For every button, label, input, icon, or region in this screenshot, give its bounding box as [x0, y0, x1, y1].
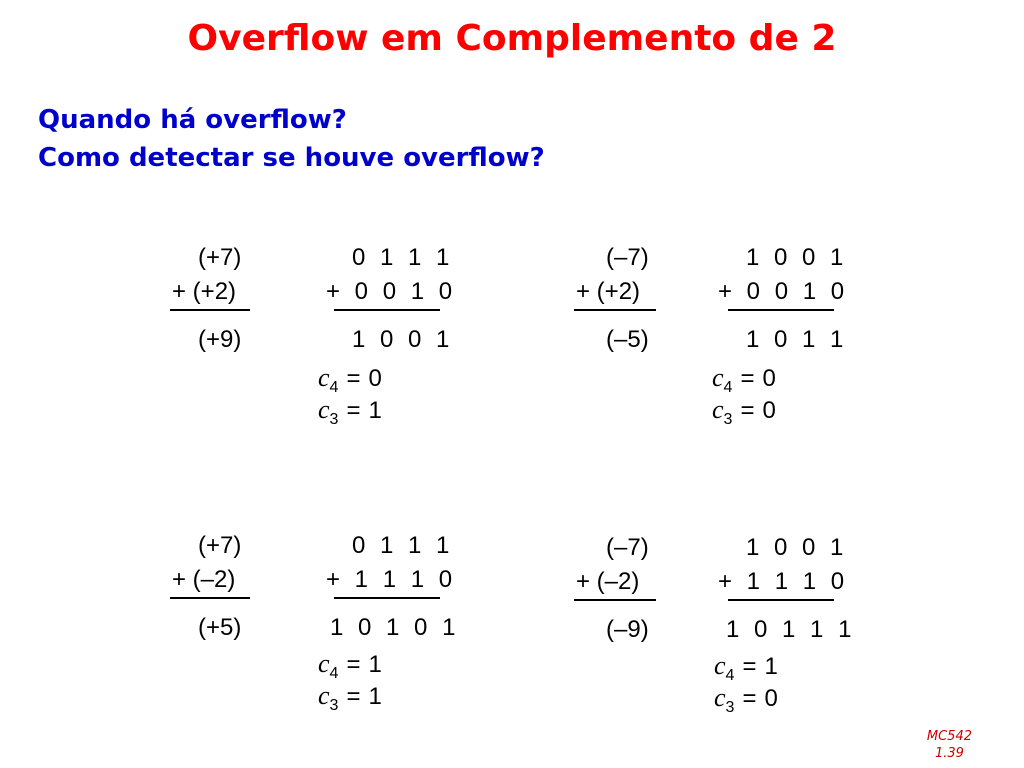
decimal-operand-2: + (+2) [172, 278, 237, 305]
carry-c4: $c_4 = 1$ [714, 651, 778, 684]
course-code: MC542 [926, 729, 972, 744]
decimal-operand-1: (+7) [198, 244, 242, 271]
sum-line [170, 597, 250, 599]
carry-c3: $c_3 = 0$ [714, 683, 778, 716]
slide-title: Overflow em Complemento de 2 [187, 18, 837, 59]
carry-c3-value: 0 [762, 397, 776, 424]
decimal-result: (–5) [606, 326, 649, 353]
carry-c3-value: 0 [764, 685, 778, 712]
decimal-operand-2: + (–2) [576, 568, 640, 595]
binary-result: 1 0 1 0 1 [330, 614, 460, 641]
carry-c3-value: 1 [368, 397, 382, 424]
carry-c3-value: 1 [368, 683, 382, 710]
binary-result: 1 0 1 1 [746, 326, 848, 353]
carry-c4: $c_4 = 0$ [318, 363, 382, 396]
carry-c4-value: 0 [368, 365, 382, 392]
carry-c4: $c_4 = 1$ [318, 649, 382, 682]
sum-line [170, 309, 250, 311]
decimal-operand-2: + (–2) [172, 566, 236, 593]
decimal-operand-1: (+7) [198, 532, 242, 559]
decimal-result: (+9) [198, 326, 242, 353]
carry-c4-value: 1 [764, 653, 778, 680]
sum-line [574, 599, 656, 601]
carry-c4: $c_4 = 0$ [712, 363, 776, 396]
binary-operand-2: + 0 0 1 0 [718, 278, 849, 305]
decimal-operand-2: + (+2) [576, 278, 641, 305]
decimal-operand-1: (–7) [606, 534, 649, 561]
binary-operand-1: 0 1 1 1 [352, 532, 454, 559]
carry-c3: $c_3 = 0$ [712, 395, 776, 428]
sum-line [728, 599, 834, 601]
sum-line [728, 309, 834, 311]
sum-line [334, 597, 440, 599]
binary-result: 1 0 0 1 [352, 326, 454, 353]
question-2: Como detectar se houve overflow? [38, 143, 545, 173]
decimal-operand-1: (–7) [606, 244, 649, 271]
binary-result: 1 0 1 1 1 [726, 616, 856, 643]
binary-operand-2: + 1 1 1 0 [326, 566, 457, 593]
carry-c3: $c_3 = 1$ [318, 681, 382, 714]
sum-line [574, 309, 656, 311]
binary-operand-1: 0 1 1 1 [352, 244, 454, 271]
carry-c4-value: 0 [762, 365, 776, 392]
decimal-result: (–9) [606, 616, 649, 643]
binary-operand-2: + 0 0 1 0 [326, 278, 457, 305]
decimal-result: (+5) [198, 614, 242, 641]
carry-c4-value: 1 [368, 651, 382, 678]
binary-operand-1: 1 0 0 1 [746, 244, 848, 271]
binary-operand-1: 1 0 0 1 [746, 534, 848, 561]
slide-number: 1.39 [934, 746, 964, 761]
carry-c3: $c_3 = 1$ [318, 395, 382, 428]
question-1: Quando há overflow? [38, 105, 347, 135]
sum-line [334, 309, 440, 311]
slide-footer [927, 728, 972, 762]
binary-operand-2: + 1 1 1 0 [718, 568, 849, 595]
